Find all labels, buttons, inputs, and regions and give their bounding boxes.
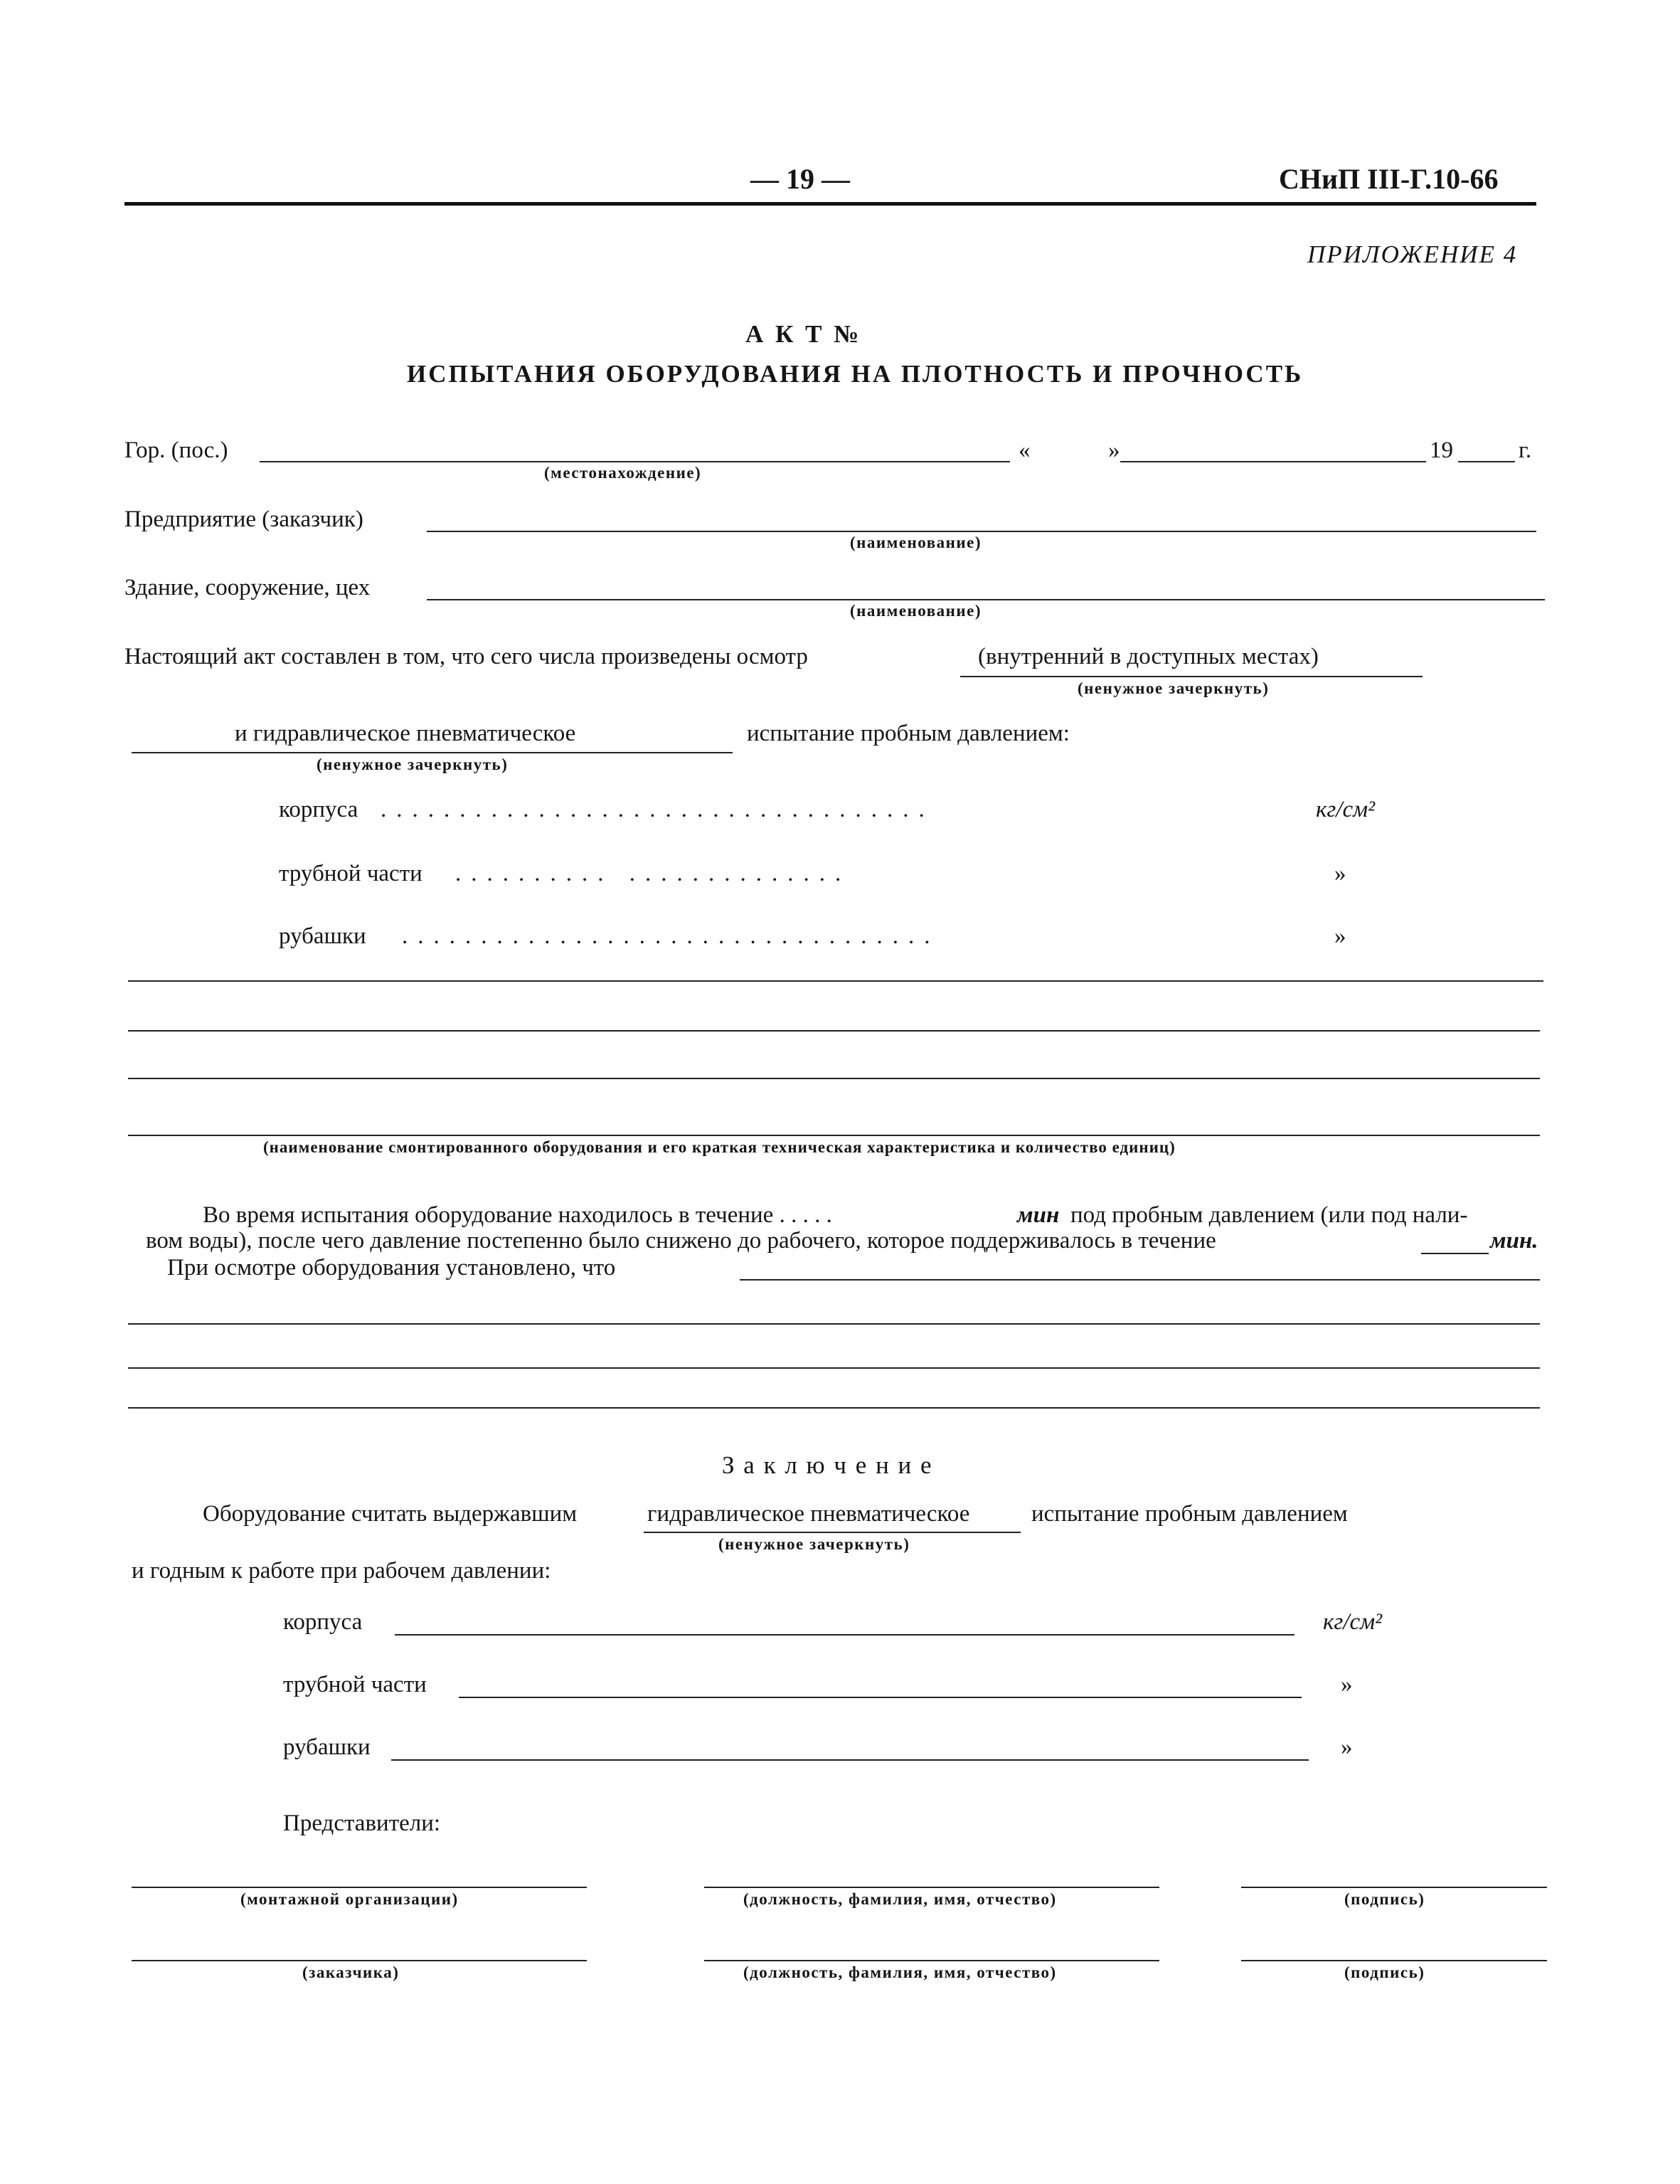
customer-sign-line[interactable] xyxy=(1241,1960,1547,1961)
page-number: — 19 — xyxy=(750,163,850,195)
hold-minutes-field[interactable] xyxy=(1421,1253,1489,1254)
working-label-jacket: рубашки xyxy=(283,1734,371,1760)
city-caption: (местонахождение) xyxy=(544,464,702,482)
conclusion-heading: З а к л ю ч е н и е xyxy=(722,1451,933,1479)
equipment-line-2[interactable] xyxy=(128,1030,1540,1032)
test-para-line2: вом воды), после чего давление постепенно было снижено до рабочего, которое поддерживалось в течение xyxy=(146,1228,1216,1253)
test-para-line1b: под пробным давлением (или под нали- xyxy=(1070,1202,1468,1228)
representatives-label: Представители: xyxy=(283,1811,441,1836)
minutes-unit-1: мин xyxy=(1017,1202,1060,1228)
quote-close: » xyxy=(1108,438,1120,463)
conclusion-text-a: Оборудование считать выдержавшим xyxy=(203,1501,578,1527)
inspection-options: (внутренний в доступных местах) xyxy=(978,644,1319,669)
customer-signature-line[interactable] xyxy=(132,1960,587,1961)
org-signature-line[interactable] xyxy=(132,1887,587,1888)
dot-leader: ................................... xyxy=(381,797,935,822)
test-tail: испытание пробным давлением: xyxy=(747,721,1070,746)
pressure-label-jacket: рубашки xyxy=(279,923,366,949)
pressure-unit-tubes: » xyxy=(1334,861,1346,886)
pressure-label-tubes: трубной части xyxy=(279,861,422,886)
working-label-tubes: трубной части xyxy=(283,1672,427,1697)
act-subtitle: ИСПЫТАНИЯ ОБОРУДОВАНИЯ НА ПЛОТНОСТЬ И ПРОЧНОСТЬ xyxy=(407,360,1304,388)
city-field[interactable] xyxy=(260,461,1010,462)
test-caption: (ненужное зачеркнуть) xyxy=(317,756,509,773)
conclusion-text-b: испытание пробным давлением xyxy=(1031,1501,1348,1527)
customer-caption: (заказчика) xyxy=(302,1963,400,1981)
org-sign-line[interactable] xyxy=(1241,1887,1547,1888)
month-field[interactable] xyxy=(1120,461,1426,462)
year-suffix: г. xyxy=(1519,438,1532,463)
working-unit-jacket: » xyxy=(1341,1734,1353,1760)
inspection-caption: (ненужное зачеркнуть) xyxy=(1078,679,1270,697)
enterprise-label: Предприятие (заказчик) xyxy=(124,507,363,532)
city-label: Гор. (пос.) xyxy=(124,438,228,463)
dot-leader: .................................. xyxy=(402,923,940,949)
quote-open: « xyxy=(1019,438,1031,463)
conclusion-caption: (ненужное зачеркнуть) xyxy=(718,1535,910,1553)
equipment-line-1[interactable] xyxy=(128,980,1543,982)
working-unit-body: кг/см² xyxy=(1323,1609,1383,1635)
enterprise-field[interactable] xyxy=(427,531,1536,532)
conclusion-line2: и годным к работе при рабочем давлении: xyxy=(132,1558,551,1584)
conclusion-options: гидравлическое пневматическое xyxy=(647,1501,970,1527)
pressure-unit-body: кг/см² xyxy=(1316,797,1376,822)
test-type-field[interactable] xyxy=(132,752,733,753)
year-field[interactable] xyxy=(1458,461,1515,462)
test-options: и гидравлическое пневматическое xyxy=(235,721,576,746)
enterprise-caption: (наименование) xyxy=(850,534,982,551)
inspection-result-line-4[interactable] xyxy=(128,1407,1540,1409)
customer-sign-caption: (подпись) xyxy=(1344,1963,1425,1981)
pressure-label-body: корпуса xyxy=(279,797,358,822)
test-para-line1a: Во время испытания оборудование находилось в течение . . . . . xyxy=(203,1202,832,1228)
pressure-unit-jacket: » xyxy=(1334,923,1346,949)
inspection-field[interactable] xyxy=(960,676,1423,677)
building-label: Здание, сооружение, цех xyxy=(124,575,371,600)
org-position-line[interactable] xyxy=(704,1887,1159,1888)
equipment-line-4[interactable] xyxy=(128,1135,1540,1136)
act-statement: Настоящий акт составлен в том, что сего числа произведены осмотр xyxy=(124,644,808,669)
working-unit-tubes: » xyxy=(1341,1672,1353,1697)
working-field-jacket[interactable] xyxy=(391,1759,1309,1761)
equipment-caption: (наименование смонтированного оборудования и его краткая техническая характеристика и количество единиц) xyxy=(263,1138,1176,1156)
header-rule xyxy=(124,202,1536,206)
org-caption: (монтажной организации) xyxy=(240,1890,459,1908)
working-field-tubes[interactable] xyxy=(459,1697,1302,1698)
inspection-result-line-1[interactable] xyxy=(740,1279,1540,1281)
test-para-line3: При осмотре оборудования установлено, что xyxy=(167,1255,616,1281)
conclusion-options-field[interactable] xyxy=(644,1532,1021,1533)
working-label-body: корпуса xyxy=(283,1609,363,1635)
inspection-result-line-3[interactable] xyxy=(128,1367,1540,1369)
org-sign-caption: (подпись) xyxy=(1344,1890,1425,1908)
customer-position-line[interactable] xyxy=(704,1960,1159,1961)
org-position-caption: (должность, фамилия, имя, отчество) xyxy=(743,1890,1057,1908)
equipment-line-3[interactable] xyxy=(128,1078,1540,1079)
customer-position-caption: (должность, фамилия, имя, отчество) xyxy=(743,1963,1057,1981)
minutes-unit-2: мин. xyxy=(1490,1228,1538,1253)
act-title: А К Т № xyxy=(745,320,862,348)
inspection-result-line-2[interactable] xyxy=(128,1323,1540,1325)
building-caption: (наименование) xyxy=(850,602,982,620)
document-code: СНиП III-Г.10-66 xyxy=(1279,163,1499,195)
building-field[interactable] xyxy=(427,599,1545,600)
working-field-body[interactable] xyxy=(395,1634,1294,1636)
dot-leader: .......... .............. xyxy=(455,861,851,886)
year-prefix: 19 xyxy=(1430,438,1453,463)
appendix-label: ПРИЛОЖЕНИЕ 4 xyxy=(1307,240,1518,268)
